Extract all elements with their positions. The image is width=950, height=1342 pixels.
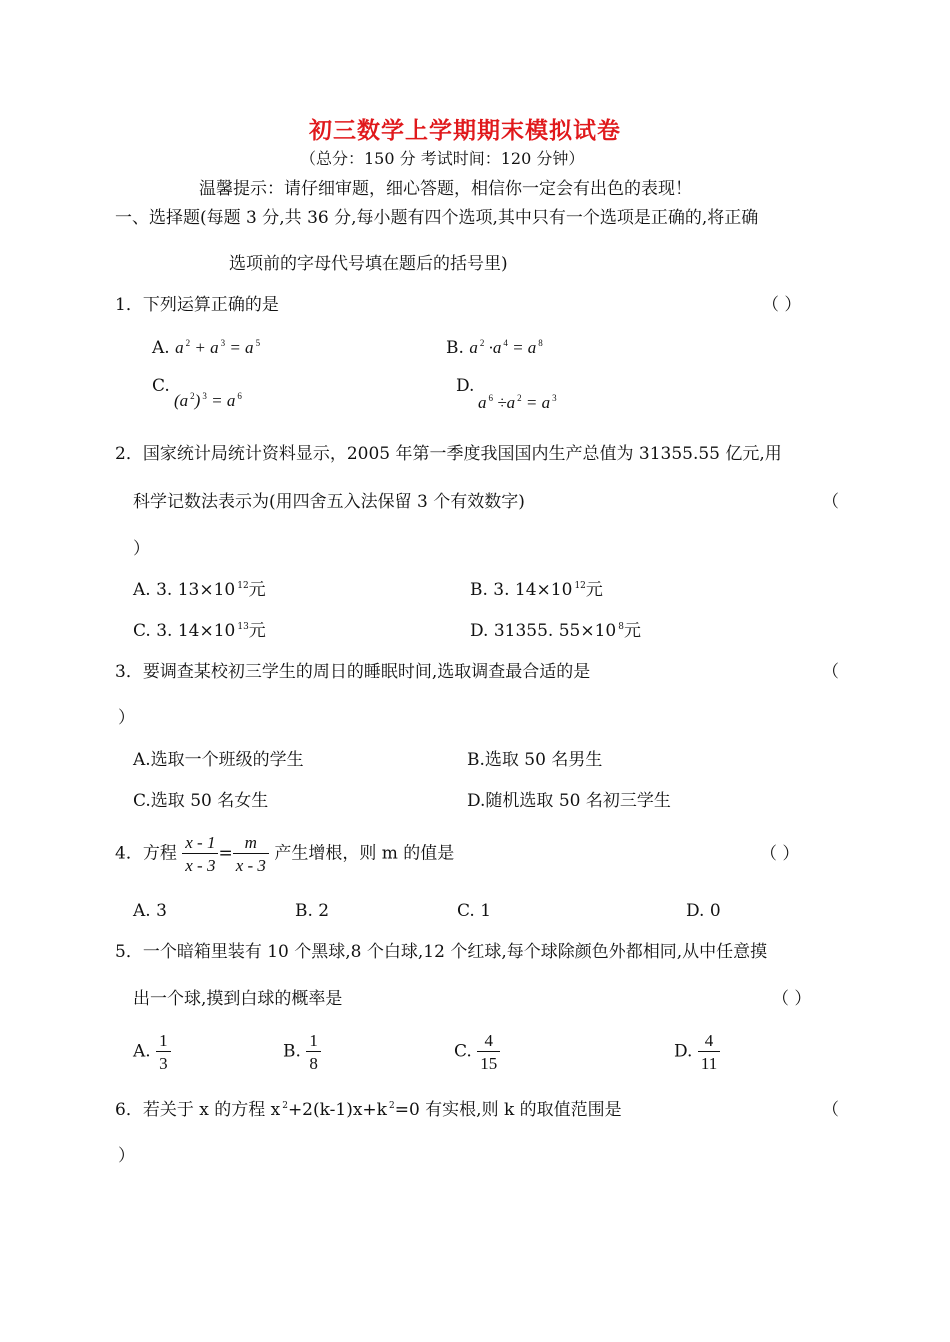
q4-stem-suffix: 产生增根，则 m 的值是 [274, 843, 455, 864]
fraction-denominator: 3 [159, 1054, 168, 1073]
fraction-denominator: 8 [309, 1054, 318, 1073]
unit: 元 [248, 621, 266, 641]
q4-bracket: （ ） [760, 844, 800, 864]
q5-option-a-fraction [156, 1032, 171, 1072]
fraction-numerator: 4 [698, 1032, 720, 1052]
fraction-denominator: 15 [480, 1054, 498, 1073]
fraction-denominator: 11 [700, 1054, 718, 1073]
q2-bracket-close: ） [133, 539, 150, 559]
option-label: B. [283, 1041, 301, 1062]
q4-stem [115, 834, 454, 874]
fraction-numerator: 1 [156, 1032, 171, 1052]
q3-option-b: B.选取 50 名男生 [467, 750, 603, 770]
q3-stem: 3．要调查某校初三学生的周日的睡眠时间,选取调查最合适的是 [115, 662, 591, 682]
q4-option-c: C. 1 [457, 901, 492, 921]
q6-bracket-open: （ [822, 1100, 839, 1120]
fraction-numerator: x - 1 [182, 834, 218, 854]
q4-option-d: D. 0 [686, 901, 721, 921]
q2-stem-line2: 科学记数法表示为(用四舍五入法保留 3 个有效数字) [133, 492, 525, 512]
q3-option-c: C.选取 50 名女生 [133, 791, 269, 811]
section-heading-line2: 选项前的字母代号填在题后的括号里) [229, 254, 508, 274]
q5-option-b [283, 1032, 321, 1072]
fraction-denominator: x - 3 [185, 856, 216, 875]
q5-option-d [674, 1032, 720, 1072]
fraction-numerator: m [233, 834, 269, 854]
q2-option-a [133, 582, 266, 599]
q1-bracket: （ ） [762, 295, 802, 315]
q1-option-a [152, 339, 260, 357]
exponent: 13 [237, 622, 249, 632]
option-label: A. [152, 338, 170, 358]
q6-stem-part-c: =0 有实根,则 k 的取值范围是 [394, 1100, 622, 1120]
q4-option-b: B. 2 [295, 901, 330, 921]
q4-option-a: A. 3 [133, 901, 167, 921]
unit: 元 [248, 580, 266, 600]
unit: 元 [585, 580, 603, 600]
exam-tip: 温馨提示：请仔细审题，细心答题，相信你一定会有出色的表现！ [199, 179, 692, 199]
q6-stem-part-b: +2(k-1)x+k [287, 1100, 387, 1120]
q6-stem-part-a: 6．若关于 x 的方程 x [115, 1100, 281, 1120]
q2-option-b-text: B. 3. 14×10 [470, 580, 573, 600]
q5-stem-line2: 出一个球,摸到白球的概率是 [133, 989, 343, 1009]
q2-option-c-text: C. 3. 14×10 [133, 621, 236, 641]
q1-option-a-formula: a $^2$ + a $^3$ = a $^5$ [175, 338, 261, 357]
q1-stem: 1．下列运算正确的是 [115, 295, 279, 315]
exponent: 12 [237, 581, 249, 591]
q5-option-d-fraction [698, 1032, 720, 1072]
q1-option-b [446, 339, 543, 357]
q2-option-d-text: D. 31355. 55×10 [470, 621, 617, 641]
q5-option-a [133, 1032, 171, 1072]
q2-stem-line1: 2．国家统计局统计资料显示，2005 年第一季度我国国内生产总值为 31355.55 亿元,用 [115, 444, 782, 464]
q3-bracket-open: （ [822, 662, 839, 682]
q5-stem-line1: 5．一个暗箱里装有 10 个黑球,8 个白球,12 个红球,每个球除颜色外都相同,从中任意摸 [115, 942, 768, 962]
q1-option-d-label: D. [456, 376, 475, 396]
fraction-numerator: 1 [306, 1032, 321, 1052]
q2-option-c [133, 623, 266, 640]
section-heading-line1: 一、选择题(每题 3 分,共 36 分,每小题有四个选项,其中只有一个选项是正确的,将正确 [115, 208, 759, 228]
option-label: B. [446, 338, 464, 358]
option-label: D. [674, 1041, 693, 1062]
q4-fraction-right [233, 834, 269, 874]
q2-bracket-open: （ [822, 492, 839, 512]
exam-title: 初三数学上学期期末模拟试卷 [309, 117, 621, 144]
q1-option-d-formula: a $^6$ ÷a $^2$ = a $^3$ [478, 393, 557, 412]
q2-option-d [470, 623, 641, 640]
q4-stem-prefix: 4．方程 [115, 843, 177, 864]
unit: 元 [623, 621, 641, 641]
q2-option-a-text: A. 3. 13×10 [133, 580, 236, 600]
q6-stem [115, 1102, 622, 1119]
equals-sign: = [218, 843, 233, 864]
q1-option-c-label: C. [152, 376, 170, 396]
q5-option-c-fraction [477, 1032, 500, 1072]
q1-option-b-formula: a $^2$ ·a $^4$ = a $^8$ [469, 338, 543, 357]
q3-option-d: D.随机选取 50 名初三学生 [467, 791, 671, 811]
q5-option-b-fraction [306, 1032, 321, 1072]
exponent: 2 [388, 1101, 395, 1111]
option-label: A. [133, 1041, 151, 1062]
exponent: 2 [282, 1101, 288, 1111]
q2-option-b [470, 582, 603, 599]
fraction-numerator: 4 [477, 1032, 500, 1052]
exponent: 8 [618, 622, 624, 632]
q1-option-c-formula: (a $^2$) $^3$ = a $^6$ [174, 391, 242, 410]
fraction-denominator: x - 3 [235, 856, 266, 875]
q4-fraction-left [182, 834, 218, 874]
q3-option-a: A.选取一个班级的学生 [133, 750, 304, 770]
q5-option-c [454, 1032, 500, 1072]
q5-bracket: （ ） [772, 989, 812, 1009]
q6-bracket-close: ） [118, 1146, 135, 1166]
exponent: 12 [574, 581, 586, 591]
option-label: C. [454, 1041, 472, 1062]
q3-bracket-close: ） [118, 708, 135, 728]
exam-meta: （总分：150 分 考试时间：120 分钟） [300, 149, 585, 168]
